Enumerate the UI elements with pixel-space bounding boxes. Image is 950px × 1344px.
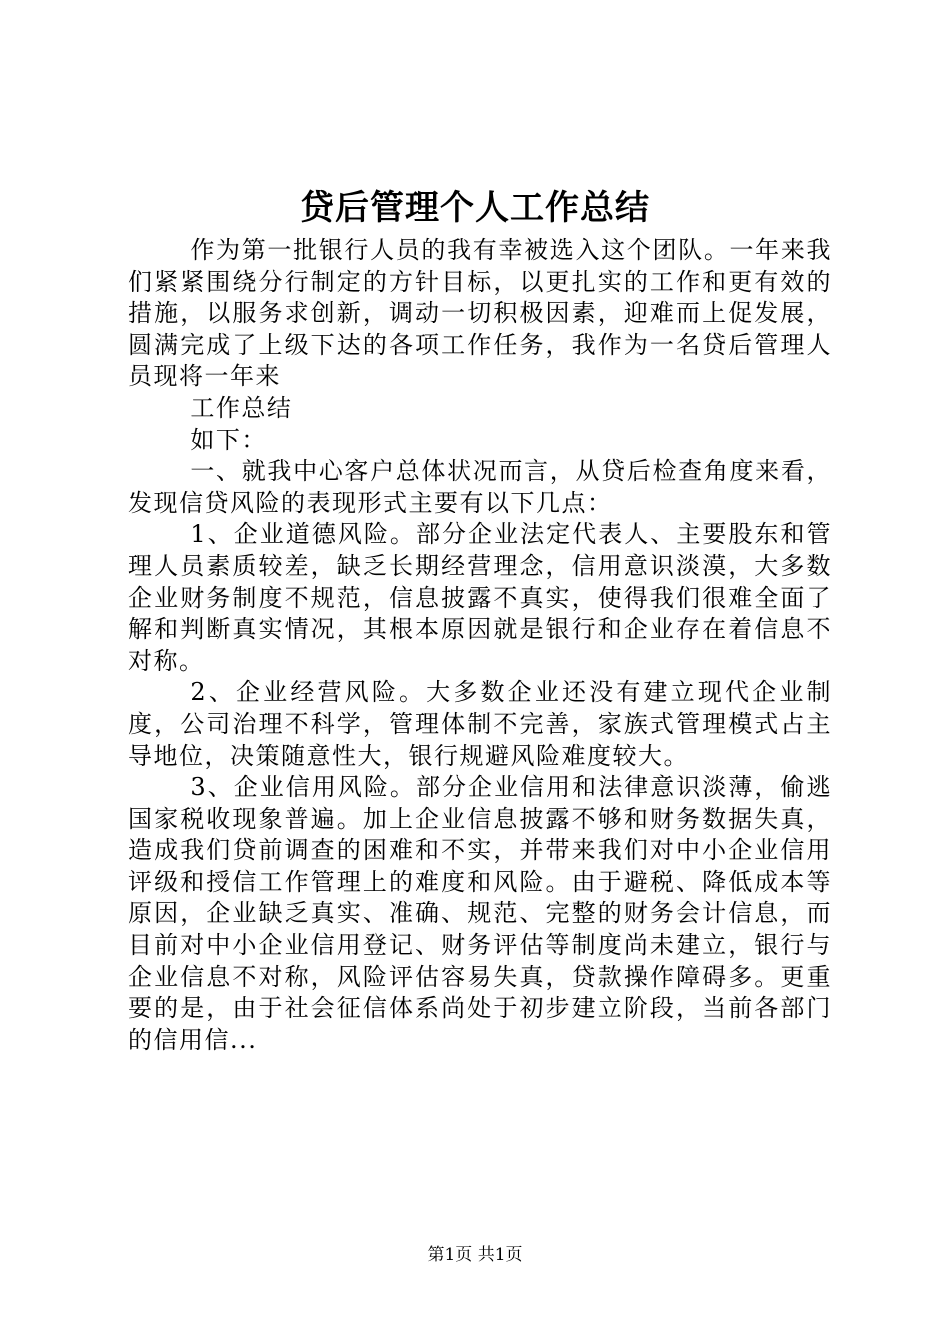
paragraph-intro: 作为第一批银行人员的我有幸被选入这个团队。一年来我们紧紧围绕分行制定的方针目标，以更扎实的工作和更有效的措施，以服务求创新，调动一切积极因素，迎难而上促发展，圆满完成了上级下达的各项工作任务，我作为一名贷后管理人员现将一年来 — [128, 236, 832, 391]
paragraph-moral-risk: 1、企业道德风险。部分企业法定代表人、主要股东和管理人员素质较差，缺乏长期经营理念，信用意识淡漠，大多数企业财务制度不规范，信息披露不真实，使得我们很难全面了解和判断真实情况，其根本原因就是银行和企业存在着信息不对称。 — [128, 520, 832, 675]
paragraph-operating-risk: 2、企业经营风险。大多数企业还没有建立现代企业制度，公司治理不科学，管理体制不完善，家族式管理模式占主导地位，决策随意性大，银行规避风险难度较大。 — [128, 678, 832, 770]
document-title: 贷后管理个人工作总结 — [300, 188, 650, 228]
paragraph-work-summary: 工作总结 — [190, 393, 293, 422]
document-body — [128, 235, 832, 1056]
page-footer: 第1页 共1页 — [427, 1245, 523, 1265]
paragraph-credit-risk: 3、企业信用风险。部分企业信用和法律意识淡薄，偷逃国家税收现象普遍。加上企业信息披露不够和财务数据失真，造成我们贷前调查的困难和不实，并带来我们对中小企业信用评级和授信工作管理上的难度和风险。由于避税、降低成本等原因，企业缺乏真实、准确、规范、完整的财务会计信息，而目前对中小企业信用登记、财务评估等制度尚未建立，银行与企业信息不对称，风险评估容易失真，贷款操作障碍多。更重要的是，由于社会征信体系尚处于初步建立阶段，当前各部门的信用信... — [128, 773, 832, 1054]
paragraph-as-follows: 如下： — [190, 425, 267, 454]
paragraph-section-one: 一、就我中心客户总体状况而言，从贷后检查角度来看，发现信贷风险的表现形式主要有以下几点： — [128, 457, 832, 517]
